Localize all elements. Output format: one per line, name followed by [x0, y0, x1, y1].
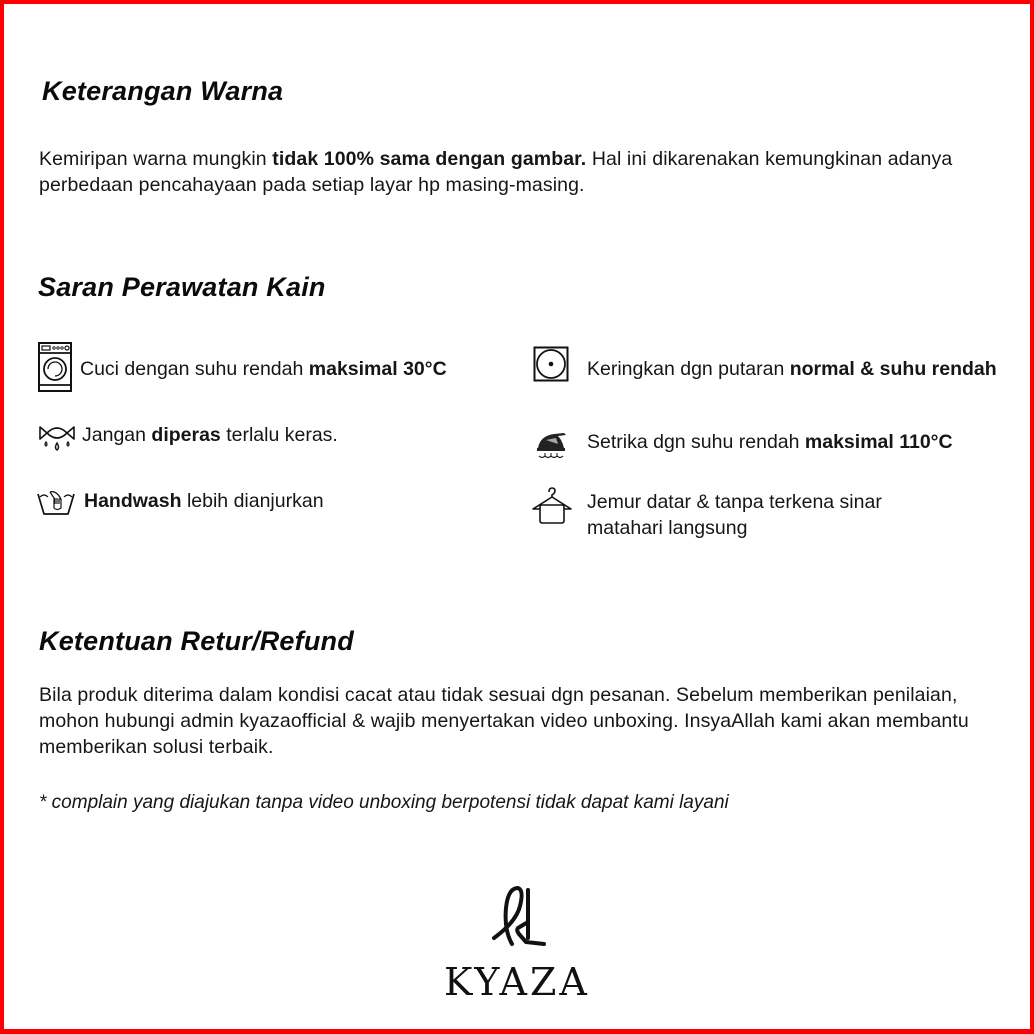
do-not-wring-icon [37, 424, 77, 456]
care-text-part: Keringkan dgn putaran [587, 358, 790, 380]
care-item-text: Jemur datar & tanpa terkena sinar matahari langsung [587, 491, 882, 539]
care-text-part: lebih dianjurkan [181, 490, 324, 512]
hand-wash-icon [36, 488, 76, 516]
care-text-part: Setrika dgn suhu rendah [587, 431, 805, 453]
color-section-text [39, 146, 999, 198]
care-text-bold: maksimal 110°C [804, 431, 953, 453]
brand-name: KYAZA [444, 960, 590, 1004]
color-section-title: Keterangan Warna [42, 76, 284, 106]
kyaza-monogram-icon [486, 882, 548, 952]
care-item-text [80, 356, 520, 382]
color-text-part: Hal ini dikarenakan kemungkinan adanya perbedaan pencahayaan pada setiap layar hp masing-masing. [39, 148, 953, 196]
care-text-part: terlalu keras. [220, 424, 338, 446]
color-text-part: Kemiripan warna mungkin [39, 148, 273, 170]
page [4, 4, 1030, 1029]
care-item-text [587, 429, 1017, 455]
care-item-text [587, 356, 1007, 382]
tumble-dry-icon [533, 346, 569, 382]
care-text-bold: Handwash [84, 490, 182, 512]
refund-section-title: Ketentuan Retur/Refund [39, 626, 354, 656]
refund-section-text: Bila produk diterima dalam kondisi cacat atau tidak sesuai dgn pesanan. Sebelum memberikan penilaian, mohon hubungi admin kyazaofficial & wajib menyertakan video unboxing. InsyaAllah kami akan membantu memberikan solusi terbaik. [39, 684, 969, 758]
care-item-text [84, 488, 524, 514]
washing-machine-icon [37, 341, 73, 393]
care-section-title: Saran Perawatan Kain [38, 272, 326, 302]
care-text-bold: maksimal 30°C [308, 358, 447, 380]
hanger-dry-flat-icon [531, 486, 573, 526]
refund-note: * complain yang diajukan tanpa video unboxing berpotensi tidak dapat kami layani [39, 792, 729, 813]
care-text-bold: normal & suhu rendah [789, 358, 997, 380]
care-item-text [82, 422, 522, 448]
care-text-part: Cuci dengan suhu rendah [80, 358, 309, 380]
care-text-part: Jangan [82, 424, 152, 446]
iron-icon [534, 428, 570, 464]
care-text-bold: diperas [151, 424, 221, 446]
color-text-bold: tidak 100% sama dengan gambar. [272, 148, 587, 170]
